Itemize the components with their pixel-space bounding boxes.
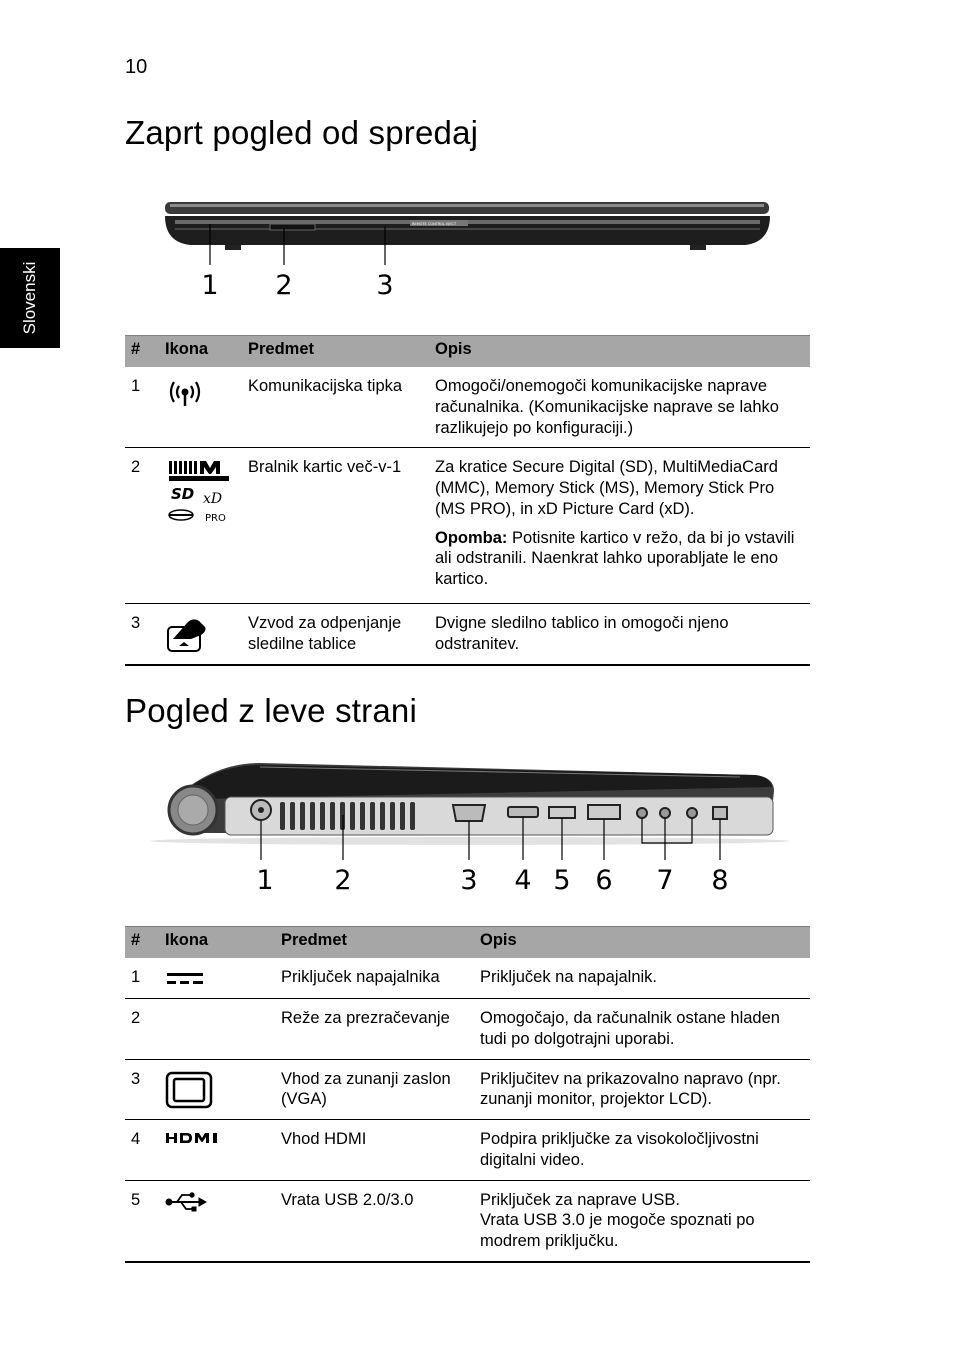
- front-port-label: REMOTE CONTROL EJECT: [412, 222, 457, 226]
- row-number: 3: [125, 604, 159, 666]
- usb-icon: [159, 1180, 275, 1262]
- callout-left-6: 6: [595, 865, 613, 896]
- table-row: [125, 367, 810, 448]
- table-row: [125, 448, 810, 604]
- callout-left-7: 7: [656, 865, 674, 896]
- hdmi-icon: [159, 1120, 275, 1181]
- row-description: [474, 1180, 810, 1262]
- callout-left-3: 3: [460, 865, 478, 896]
- row-description: Omogoči/onemogoči komunikacijske naprave računalnika. (Komunikacijske naprave se lahko razlikujejo po konfiguraciji.): [429, 367, 810, 448]
- svg-text:PRO: PRO: [205, 513, 226, 525]
- row-item: Priključek napajalnika: [275, 958, 474, 999]
- table-row: [125, 1120, 810, 1181]
- table-header-row: [125, 336, 810, 368]
- description-line-2: Vrata USB 3.0 je mogoče spoznati po modrem priključku.: [480, 1211, 755, 1251]
- page-number: 10: [125, 56, 148, 78]
- dc-power-icon: [159, 958, 275, 999]
- row-number: 4: [125, 1120, 159, 1181]
- note-text: Potisnite kartico v režo, da bi jo vstavili ali odstranili. Naenkrat lahko uporabljate le eno kartico.: [435, 528, 795, 589]
- front-view-table: [125, 335, 810, 666]
- col-header-description: Opis: [429, 336, 810, 368]
- wireless-communication-icon: [159, 367, 242, 448]
- row-number: 1: [125, 367, 159, 448]
- svg-text:xD: xD: [203, 491, 223, 508]
- row-number: 5: [125, 1180, 159, 1262]
- description-note: [435, 528, 806, 590]
- left-view-illustration: [140, 755, 800, 900]
- row-description: Podpira priključke za visokoločljivostni digitalni video.: [474, 1120, 810, 1181]
- callout-left-1: 1: [256, 865, 274, 896]
- row-description: Omogočajo, da računalnik ostane hladen tudi po dolgotrajni uporabi.: [474, 999, 810, 1060]
- row-item: Vzvod za odpenjanje sledilne tablice: [242, 604, 429, 666]
- row-description: [429, 448, 810, 604]
- table-row: [125, 604, 810, 666]
- callout-front-2: 2: [275, 270, 293, 301]
- svg-text:SD: SD: [171, 485, 195, 504]
- row-icon-empty: [159, 999, 275, 1060]
- col-header-icon: Ikona: [159, 927, 275, 959]
- callout-left-2: 2: [334, 865, 352, 896]
- description-text: Za kratice Secure Digital (SD), MultiMediaCard (MMC), Memory Stick (MS), Memory Stick Pro (MS PRO), in xD Picture Card (xD).: [435, 458, 778, 518]
- touchpad-eject-icon: [159, 604, 242, 666]
- row-description: Dvigne sledilno tablico in omogoči njeno odstranitev.: [429, 604, 810, 666]
- row-number: 2: [125, 448, 159, 604]
- section-title-left-view: Pogled z leve strani: [125, 692, 417, 729]
- row-item: Reže za prezračevanje: [275, 999, 474, 1060]
- row-description: Priključitev na prikazovalno napravo (npr. zunanji monitor, projektor LCD).: [474, 1059, 810, 1120]
- col-header-description: Opis: [474, 927, 810, 959]
- side-language-tab: [0, 248, 60, 348]
- side-tab-label: Slovenski: [20, 261, 39, 335]
- table-row: [125, 1059, 810, 1120]
- table-row: [125, 958, 810, 999]
- note-label: Opomba:: [435, 528, 508, 547]
- row-item: Vhod za zunanji zaslon (VGA): [275, 1059, 474, 1120]
- col-header-number: #: [125, 927, 159, 959]
- callout-front-1: 1: [201, 270, 219, 301]
- col-header-number: #: [125, 336, 159, 368]
- callout-left-5: 5: [553, 865, 571, 896]
- front-view-illustration: [150, 190, 790, 310]
- col-header-item: Predmet: [275, 927, 474, 959]
- description-line-1: Priključek za naprave USB.: [480, 1190, 680, 1209]
- col-header-item: Predmet: [242, 336, 429, 368]
- row-number: 2: [125, 999, 159, 1060]
- table-row: [125, 999, 810, 1060]
- row-item: Vhod HDMI: [275, 1120, 474, 1181]
- card-reader-logos-icon: [159, 448, 242, 604]
- callout-left-8: 8: [711, 865, 729, 896]
- col-header-icon: Ikona: [159, 336, 242, 368]
- section-title-front-view: Zaprt pogled od spredaj: [125, 114, 479, 151]
- left-view-table: [125, 926, 810, 1263]
- row-number: 3: [125, 1059, 159, 1120]
- vga-monitor-icon: [159, 1059, 275, 1120]
- callout-left-4: 4: [514, 865, 532, 896]
- row-item: Komunikacijska tipka: [242, 367, 429, 448]
- callout-front-3: 3: [376, 270, 394, 301]
- table-row: [125, 1180, 810, 1262]
- row-item: Bralnik kartic več-v-1: [242, 448, 429, 604]
- row-number: 1: [125, 958, 159, 999]
- row-item: Vrata USB 2.0/3.0: [275, 1180, 474, 1262]
- table-header-row: [125, 927, 810, 959]
- row-description: Priključek na napajalnik.: [474, 958, 810, 999]
